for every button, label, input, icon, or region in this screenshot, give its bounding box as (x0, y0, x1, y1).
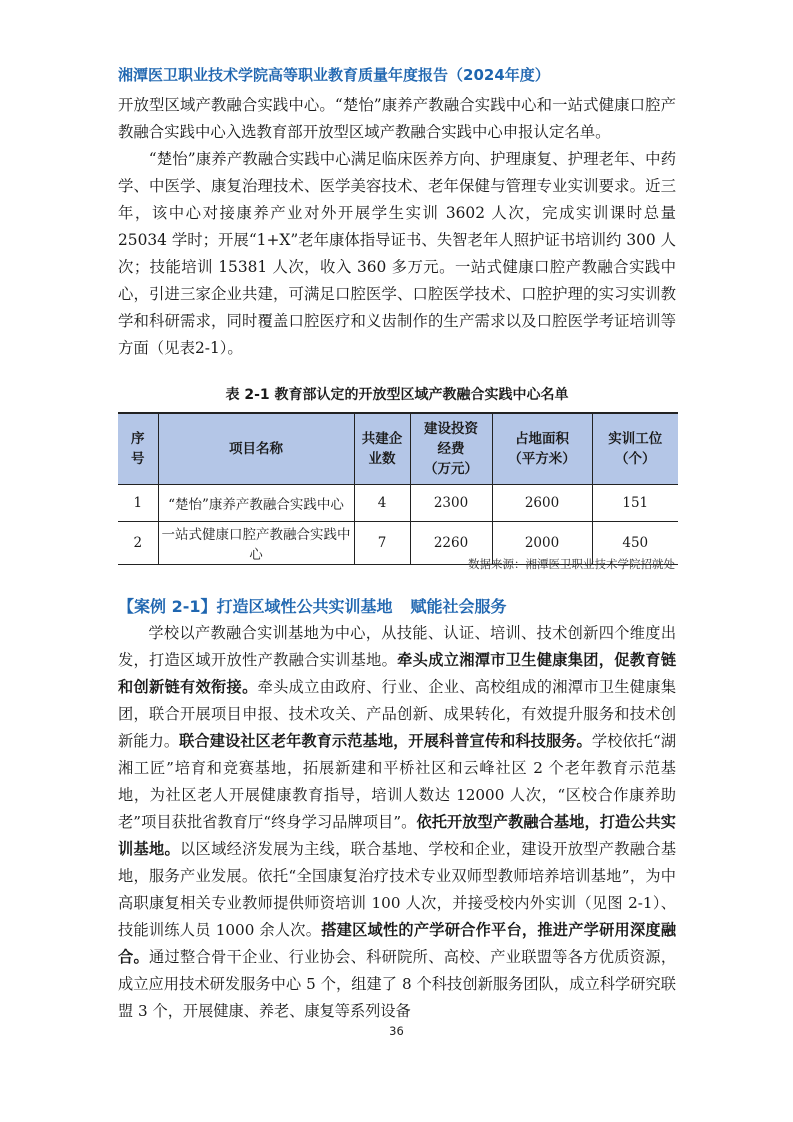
case-text-segment: 以区域经济发展为主线，联合基地、学校和企业，建设开放型产教融合基地，服务产业发展。依托“全国康复治疗技术专业双师型教师培养培训基地”，为中高职康复相关专业教师提供师资培训 100 人次，并接受校内外实训（见图 2-1）、技能训练人员 1000 余人次。 (118, 840, 677, 939)
case-body (118, 620, 676, 1025)
case-key-point: 搭建区域性的产学研合作平台，推进产学研用深度融合。 (118, 921, 676, 966)
case-title-part2: 赋能社会服务 (410, 597, 507, 616)
table-header-row (118, 413, 678, 485)
practice-centers-table (118, 412, 678, 565)
cell-investment: 2300 (410, 485, 492, 522)
case-key-point: 联合建设社区老年教育示范基地，开展科普宣传和科技服务。 (179, 732, 592, 750)
cell-stations: 450 (592, 522, 678, 565)
case-key-point: 依托开放型产教融合基地，打造公共实训基地。 (118, 813, 676, 858)
table-row (118, 485, 678, 522)
cell-enterprises: 7 (354, 522, 410, 565)
case-text-segment: 通过整合骨干企业、行业协会、科研院所、高校、产业联盟等各方优质资源，成立应用技术研发服务中心 5 个，组建了 8 个科技创新服务团队，成立科学研究联盟 3 个，开展健康、养老、康复等系列设备 (118, 948, 677, 1020)
case-title-part1: 打造区域性公共实训基地 (216, 597, 393, 616)
table-caption: 表 2-1 教育部认定的开放型区域产教融合实践中心名单 (225, 387, 569, 403)
cell-name: “楚怡”康养产教融合实践中心 (158, 485, 354, 522)
case-key-point: 牵头成立湘潭市卫生健康集团，促教育链和创新链有效衔接。 (118, 651, 677, 696)
case-text-segment: 学校依托“湖湘工匠”培育和竞赛基地，拓展新建和平桥社区和云峰社区 2 个老年教育示范基地，为社区老人开展健康教育指导，培训人数达 12000 人次，“区校合作康养助老”项目获批省教育厅“终身学习品牌项目”。 (118, 732, 677, 831)
cell-stations: 151 (592, 485, 678, 522)
header-cell-area: 占地面积 （平方米） (492, 413, 592, 485)
case-text-segment: 学校以产教融合实训基地为中心，从技能、认证、培训、技术创新四个维度出发，打造区域开放性产教融合实训基地。 (118, 624, 676, 669)
intro-paragraph-2: “楚怡”康养产教融合实践中心满足临床医养方向、护理康复、护理老年、中药学、中医学、康复治理技术、医学美容技术、老年保健与管理专业实训要求。近三年，该中心对接康养产业对外开展学生实训 3602 人次，完成实训课时总量 25034 学时；开展“1+X”老年康体指导证书、失智老年人照护证书培训约 300 人次；技能培训 15381 人次，收入 360 多万元。一站式健康口腔产教融合实践中心，引进三家企业共建，可满足口腔医学、口腔医学技术、口腔护理的实习实训教学和科研需求，同时覆盖口腔医疗和义齿制作的生产需求以及口腔医学考证培训等方面（见表2-1）。 (118, 150, 676, 357)
header-cell-name: 项目名称 (158, 413, 354, 485)
table-source-note: 数据来源：湘潭医卫职业技术学院招就处 (468, 557, 675, 571)
case-text-segment: 牵头成立由政府、行业、企业、高校组成的湘潭市卫生健康集团，联合开展项目申报、技术攻关、产品创新、成果转化，有效提升服务和技术创新能力。 (118, 678, 677, 750)
intro-text (118, 92, 676, 362)
header-cell-stations: 实训工位 （个） (592, 413, 678, 485)
cell-area: 2000 (492, 522, 592, 565)
cell-no: 2 (118, 522, 158, 565)
case-label: 【案例 2-1】 (118, 597, 217, 616)
cell-enterprises: 4 (354, 485, 410, 522)
running-header: 湘潭医卫职业技术学院高等职业教育质量年度报告（2024年度） (118, 66, 550, 84)
header-cell-investment: 建设投资 经费 （万元） (410, 413, 492, 485)
cell-name: 一站式健康口腔产教融合实践中心 (158, 522, 354, 565)
intro-paragraph-1: 开放型区域产教融合实践中心。“楚怡”康养产教融合实践中心和一站式健康口腔产教融合实践中心入选教育部开放型区域产教融合实践中心申报认定名单。 (118, 96, 676, 141)
page-number: 36 (389, 1024, 404, 1038)
header-cell-no: 序 号 (118, 413, 158, 485)
header-cell-enterprises: 共建企 业数 (354, 413, 410, 485)
cell-no: 1 (118, 485, 158, 522)
cell-investment: 2260 (410, 522, 492, 565)
case-title (118, 594, 507, 617)
cell-area: 2600 (492, 485, 592, 522)
